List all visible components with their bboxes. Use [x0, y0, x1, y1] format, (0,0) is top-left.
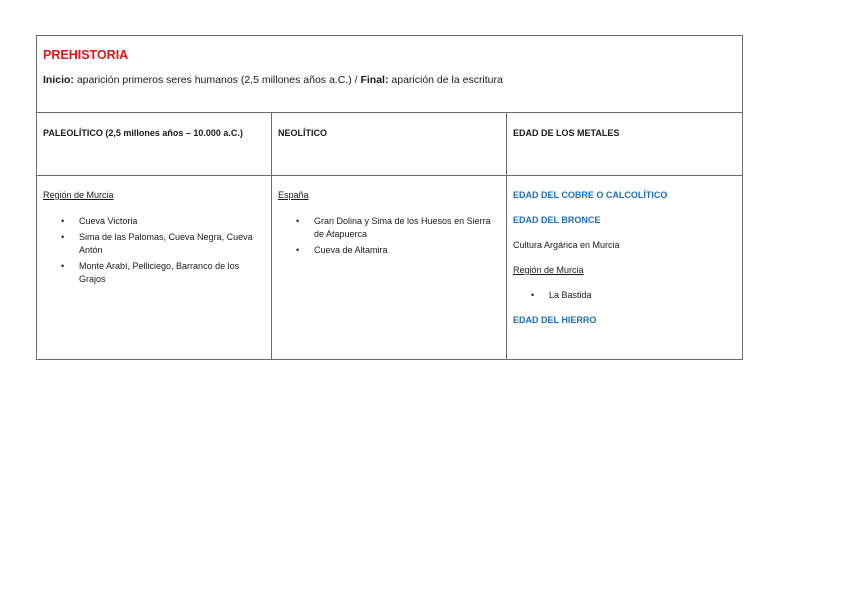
column-heading-row	[37, 113, 743, 176]
list-item: • Gran Dolina y Sima de los Huesos en Sierra de Atapuerca	[314, 215, 500, 241]
heading-metales: EDAD DE LOS METALES	[507, 113, 743, 176]
list-item: • Cueva de Altamira	[314, 244, 500, 257]
paleolitico-region: Región de Murcia	[43, 190, 114, 200]
paleolitico-list	[43, 215, 265, 286]
heading-neolitico: NEOLÍTICO	[272, 113, 507, 176]
paleolitico-cell	[37, 176, 272, 360]
table-header-row	[37, 36, 743, 113]
cultura-argarica: Cultura Argárica en Murcia	[513, 240, 620, 250]
edad-cobre-heading: EDAD DEL COBRE O CALCOLÍTICO	[513, 190, 668, 200]
metales-list	[513, 289, 736, 302]
final-text: aparición de la escritura	[388, 74, 503, 86]
list-item: • La Bastida	[549, 289, 736, 302]
neolitico-list	[278, 215, 500, 257]
intro-line	[43, 74, 736, 86]
neolitico-region: España	[278, 190, 309, 200]
edad-bronce-heading: EDAD DEL BRONCE	[513, 215, 601, 225]
metales-cell	[507, 176, 743, 360]
edad-hierro-heading: EDAD DEL HIERRO	[513, 315, 597, 325]
list-item: • Sima de las Palomas, Cueva Negra, Cueva Antón	[79, 231, 265, 257]
inicio-text: aparición primeros seres humanos (2,5 millones años a.C.) /	[73, 74, 361, 86]
title-cell	[37, 36, 743, 113]
page-title: PREHISTORIA	[43, 48, 129, 62]
neolitico-cell	[272, 176, 507, 360]
prehistoria-table	[36, 35, 743, 360]
metales-region: Región de Murcia	[513, 265, 584, 275]
heading-paleolitico: PALEOLÍTICO (2,5 millones años – 10.000 a.C.)	[37, 113, 272, 176]
final-label: Final:	[360, 74, 389, 86]
list-item: • Cueva Victoria	[79, 215, 265, 228]
content-row	[37, 176, 743, 360]
inicio-label: Inicio:	[43, 74, 74, 86]
list-item: • Monte Arabí, Pelliciego, Barranco de los Grajos	[79, 260, 265, 286]
